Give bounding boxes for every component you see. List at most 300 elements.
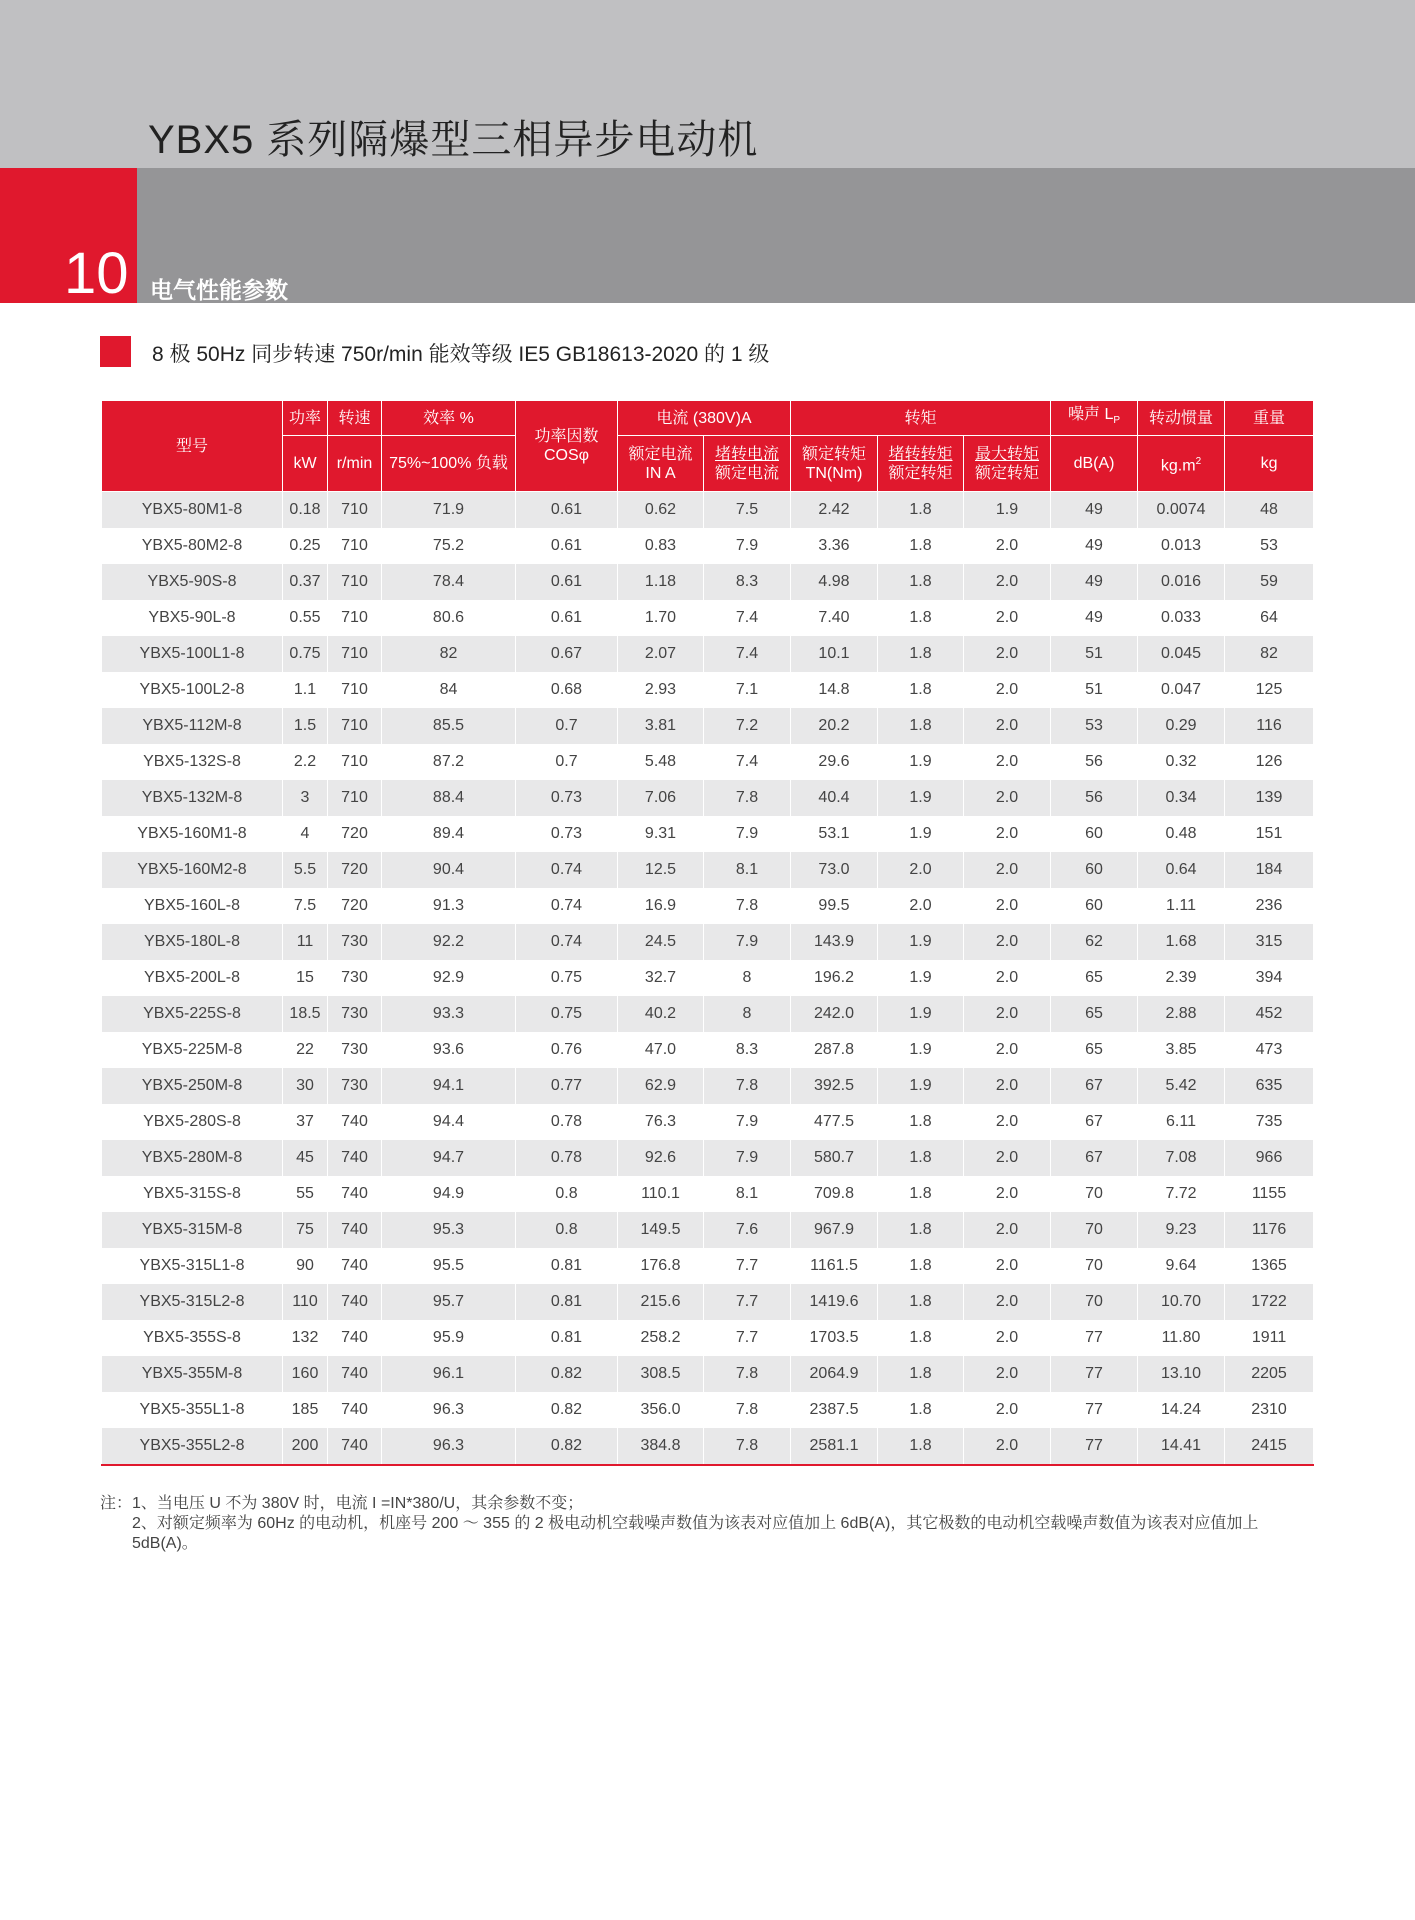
cell-inertia: 6.11	[1138, 1104, 1225, 1140]
cell-power: 0.18	[283, 492, 328, 529]
cell-power-factor: 0.78	[516, 1140, 618, 1176]
cell-weight: 82	[1225, 636, 1314, 672]
cell-locked-current-ratio: 8.1	[704, 1176, 791, 1212]
cell-max-torque-ratio: 2.0	[964, 528, 1051, 564]
cell-noise: 51	[1051, 636, 1138, 672]
cell-max-torque-ratio: 2.0	[964, 1320, 1051, 1356]
cell-weight: 1722	[1225, 1284, 1314, 1320]
cell-rated-torque: 7.40	[791, 600, 878, 636]
col-rated-torque-line1: 额定转矩	[801, 445, 866, 463]
cell-efficiency: 85.5	[382, 708, 516, 744]
col-locked-current-line1: 堵转电流	[714, 445, 779, 463]
cell-weight: 48	[1225, 492, 1314, 529]
table-row	[102, 1140, 1314, 1176]
cell-power-factor: 0.82	[516, 1392, 618, 1428]
cell-weight: 2205	[1225, 1356, 1314, 1392]
cell-max-torque-ratio: 2.0	[964, 1284, 1051, 1320]
col-rated-current	[618, 436, 704, 492]
cell-inertia: 9.64	[1138, 1248, 1225, 1284]
cell-weight: 2415	[1225, 1428, 1314, 1465]
cell-speed: 720	[328, 816, 382, 852]
cell-speed: 740	[328, 1212, 382, 1248]
cell-power-factor: 0.7	[516, 708, 618, 744]
cell-rated-current: 1.70	[618, 600, 704, 636]
cell-locked-torque-ratio: 1.8	[878, 492, 964, 529]
col-noise-unit: dB(A)	[1051, 436, 1138, 492]
cell-inertia: 7.08	[1138, 1140, 1225, 1176]
cell-weight: 126	[1225, 744, 1314, 780]
cell-inertia: 3.85	[1138, 1032, 1225, 1068]
cell-rated-current: 0.83	[618, 528, 704, 564]
col-efficiency: 效率 %	[382, 401, 516, 436]
cell-weight: 151	[1225, 816, 1314, 852]
cell-power: 90	[283, 1248, 328, 1284]
cell-weight: 1365	[1225, 1248, 1314, 1284]
cell-model: YBX5-132S-8	[102, 744, 283, 780]
cell-model: YBX5-315L2-8	[102, 1284, 283, 1320]
cell-power: 0.25	[283, 528, 328, 564]
cell-model: YBX5-315M-8	[102, 1212, 283, 1248]
cell-model: YBX5-112M-8	[102, 708, 283, 744]
table-row	[102, 1212, 1314, 1248]
cell-power: 4	[283, 816, 328, 852]
cell-inertia: 2.88	[1138, 996, 1225, 1032]
cell-efficiency: 92.2	[382, 924, 516, 960]
cell-model: YBX5-160M1-8	[102, 816, 283, 852]
cell-rated-torque: 14.8	[791, 672, 878, 708]
cell-model: YBX5-90S-8	[102, 564, 283, 600]
cell-power-factor: 0.61	[516, 564, 618, 600]
cell-rated-torque: 99.5	[791, 888, 878, 924]
cell-locked-torque-ratio: 1.9	[878, 960, 964, 996]
cell-speed: 740	[328, 1176, 382, 1212]
cell-rated-current: 308.5	[618, 1356, 704, 1392]
cell-locked-torque-ratio: 1.8	[878, 1104, 964, 1140]
cell-efficiency: 80.6	[382, 600, 516, 636]
cell-rated-torque: 477.5	[791, 1104, 878, 1140]
col-max-torque-line1: 最大转矩	[975, 445, 1040, 463]
col-power-factor-line1: 功率因数	[534, 428, 599, 445]
cell-rated-torque: 143.9	[791, 924, 878, 960]
cell-speed: 740	[328, 1392, 382, 1428]
cell-power-factor: 0.74	[516, 852, 618, 888]
table-row	[102, 1428, 1314, 1465]
cell-power: 30	[283, 1068, 328, 1104]
cell-locked-current-ratio: 7.2	[704, 708, 791, 744]
cell-noise: 67	[1051, 1068, 1138, 1104]
table-row	[102, 528, 1314, 564]
cell-locked-current-ratio: 7.1	[704, 672, 791, 708]
note-line-1	[100, 1494, 1320, 1514]
cell-efficiency: 91.3	[382, 888, 516, 924]
cell-locked-current-ratio: 7.4	[704, 744, 791, 780]
table-row	[102, 492, 1314, 529]
cell-rated-current: 76.3	[618, 1104, 704, 1140]
cell-max-torque-ratio: 2.0	[964, 1356, 1051, 1392]
cell-speed: 730	[328, 1068, 382, 1104]
cell-model: YBX5-225M-8	[102, 1032, 283, 1068]
cell-efficiency: 87.2	[382, 744, 516, 780]
cell-noise: 77	[1051, 1356, 1138, 1392]
note-item-2: 2、对额定频率为 60Hz 的电动机，机座号 200 ～ 355 的 2 极电动机空载噪声数值为该表对应值加上 6dB(A)，其它极数的电动机空载噪声数值为该表对应值加上 5dB(A)。	[132, 1515, 1259, 1552]
col-noise	[1051, 401, 1138, 436]
cell-power: 11	[283, 924, 328, 960]
cell-power-factor: 0.81	[516, 1320, 618, 1356]
cell-locked-current-ratio: 7.6	[704, 1212, 791, 1248]
cell-noise: 60	[1051, 888, 1138, 924]
cell-max-torque-ratio: 2.0	[964, 852, 1051, 888]
cell-max-torque-ratio: 2.0	[964, 564, 1051, 600]
cell-max-torque-ratio: 2.0	[964, 816, 1051, 852]
cell-locked-torque-ratio: 1.8	[878, 672, 964, 708]
cell-rated-current: 92.6	[618, 1140, 704, 1176]
cell-power: 2.2	[283, 744, 328, 780]
cell-locked-current-ratio: 7.9	[704, 816, 791, 852]
cell-weight: 635	[1225, 1068, 1314, 1104]
cell-locked-torque-ratio: 1.9	[878, 744, 964, 780]
cell-rated-torque: 392.5	[791, 1068, 878, 1104]
col-power-unit: kW	[283, 436, 328, 492]
cell-power-factor: 0.7	[516, 744, 618, 780]
cell-model: YBX5-250M-8	[102, 1068, 283, 1104]
cell-rated-current: 7.06	[618, 780, 704, 816]
cell-locked-torque-ratio: 1.8	[878, 1140, 964, 1176]
cell-inertia: 0.045	[1138, 636, 1225, 672]
cell-speed: 740	[328, 1284, 382, 1320]
cell-inertia: 13.10	[1138, 1356, 1225, 1392]
cell-locked-current-ratio: 8	[704, 960, 791, 996]
cell-inertia: 0.013	[1138, 528, 1225, 564]
cell-locked-torque-ratio: 1.8	[878, 528, 964, 564]
cell-max-torque-ratio: 1.9	[964, 492, 1051, 529]
cell-weight: 59	[1225, 564, 1314, 600]
cell-weight: 116	[1225, 708, 1314, 744]
cell-locked-current-ratio: 7.5	[704, 492, 791, 529]
cell-inertia: 0.033	[1138, 600, 1225, 636]
cell-speed: 710	[328, 780, 382, 816]
table-row	[102, 780, 1314, 816]
table-row	[102, 1032, 1314, 1068]
table-row	[102, 1356, 1314, 1392]
table-row	[102, 672, 1314, 708]
cell-rated-current: 1.18	[618, 564, 704, 600]
cell-inertia: 0.32	[1138, 744, 1225, 780]
col-power: 功率	[283, 401, 328, 436]
cell-weight: 966	[1225, 1140, 1314, 1176]
cell-max-torque-ratio: 2.0	[964, 996, 1051, 1032]
cell-rated-current: 47.0	[618, 1032, 704, 1068]
cell-weight: 2310	[1225, 1392, 1314, 1428]
table-row	[102, 996, 1314, 1032]
cell-inertia: 11.80	[1138, 1320, 1225, 1356]
cell-rated-torque: 4.98	[791, 564, 878, 600]
cell-noise: 49	[1051, 528, 1138, 564]
cell-inertia: 14.24	[1138, 1392, 1225, 1428]
cell-rated-current: 16.9	[618, 888, 704, 924]
cell-noise: 67	[1051, 1104, 1138, 1140]
cell-power: 18.5	[283, 996, 328, 1032]
cell-rated-torque: 3.36	[791, 528, 878, 564]
col-model: 型号	[102, 401, 283, 492]
cell-rated-current: 24.5	[618, 924, 704, 960]
cell-power: 55	[283, 1176, 328, 1212]
cell-power-factor: 0.74	[516, 888, 618, 924]
cell-locked-torque-ratio: 1.8	[878, 1248, 964, 1284]
table-row	[102, 960, 1314, 996]
col-inertia-unit-label: kg.m	[1160, 457, 1196, 475]
cell-power-factor: 0.75	[516, 996, 618, 1032]
cell-power: 15	[283, 960, 328, 996]
col-power-factor-line2: COSφ	[543, 447, 590, 464]
cell-max-torque-ratio: 2.0	[964, 1248, 1051, 1284]
cell-weight: 64	[1225, 600, 1314, 636]
cell-locked-current-ratio: 7.4	[704, 636, 791, 672]
cell-max-torque-ratio: 2.0	[964, 1428, 1051, 1465]
table-row	[102, 1104, 1314, 1140]
cell-locked-torque-ratio: 1.8	[878, 1356, 964, 1392]
cell-locked-current-ratio: 8.3	[704, 1032, 791, 1068]
notes	[100, 1494, 1320, 1554]
cell-rated-current: 32.7	[618, 960, 704, 996]
cell-rated-torque: 53.1	[791, 816, 878, 852]
cell-locked-current-ratio: 7.8	[704, 888, 791, 924]
cell-speed: 740	[328, 1356, 382, 1392]
cell-noise: 60	[1051, 852, 1138, 888]
col-inertia: 转动惯量	[1138, 401, 1225, 436]
cell-efficiency: 95.5	[382, 1248, 516, 1284]
section-number: 10	[64, 241, 129, 306]
cell-rated-current: 110.1	[618, 1176, 704, 1212]
cell-speed: 710	[328, 564, 382, 600]
cell-power-factor: 0.81	[516, 1248, 618, 1284]
cell-rated-current: 215.6	[618, 1284, 704, 1320]
cell-locked-torque-ratio: 1.8	[878, 600, 964, 636]
cell-locked-torque-ratio: 1.9	[878, 1032, 964, 1068]
cell-rated-torque: 242.0	[791, 996, 878, 1032]
cell-locked-current-ratio: 8.1	[704, 852, 791, 888]
cell-power: 160	[283, 1356, 328, 1392]
cell-efficiency: 75.2	[382, 528, 516, 564]
cell-locked-torque-ratio: 1.9	[878, 1068, 964, 1104]
cell-rated-torque: 1419.6	[791, 1284, 878, 1320]
cell-speed: 730	[328, 996, 382, 1032]
cell-max-torque-ratio: 2.0	[964, 780, 1051, 816]
cell-weight: 184	[1225, 852, 1314, 888]
cell-max-torque-ratio: 2.0	[964, 708, 1051, 744]
cell-locked-torque-ratio: 2.0	[878, 852, 964, 888]
cell-power: 1.5	[283, 708, 328, 744]
cell-power-factor: 0.82	[516, 1428, 618, 1465]
cell-rated-current: 384.8	[618, 1428, 704, 1465]
cell-locked-torque-ratio: 1.8	[878, 1176, 964, 1212]
cell-model: YBX5-180L-8	[102, 924, 283, 960]
cell-inertia: 2.39	[1138, 960, 1225, 996]
cell-power-factor: 0.82	[516, 1356, 618, 1392]
cell-power: 0.55	[283, 600, 328, 636]
cell-rated-current: 0.62	[618, 492, 704, 529]
cell-locked-torque-ratio: 1.9	[878, 996, 964, 1032]
cell-locked-current-ratio: 7.8	[704, 1428, 791, 1465]
section-title: 电气性能参数	[150, 277, 288, 303]
cell-weight: 394	[1225, 960, 1314, 996]
cell-weight: 53	[1225, 528, 1314, 564]
cell-rated-torque: 287.8	[791, 1032, 878, 1068]
cell-power-factor: 0.73	[516, 780, 618, 816]
col-inertia-unit	[1138, 436, 1225, 492]
table-row	[102, 816, 1314, 852]
cell-rated-current: 2.07	[618, 636, 704, 672]
cell-locked-current-ratio: 7.8	[704, 1356, 791, 1392]
cell-max-torque-ratio: 2.0	[964, 1140, 1051, 1176]
cell-noise: 65	[1051, 960, 1138, 996]
table-row	[102, 924, 1314, 960]
cell-model: YBX5-315S-8	[102, 1176, 283, 1212]
cell-model: YBX5-315L1-8	[102, 1248, 283, 1284]
cell-model: YBX5-280M-8	[102, 1140, 283, 1176]
table-row	[102, 1248, 1314, 1284]
col-locked-current-line2: 额定电流	[714, 464, 779, 482]
cell-max-torque-ratio: 2.0	[964, 888, 1051, 924]
cell-power: 110	[283, 1284, 328, 1320]
cell-max-torque-ratio: 2.0	[964, 924, 1051, 960]
cell-locked-current-ratio: 8	[704, 996, 791, 1032]
cell-noise: 70	[1051, 1284, 1138, 1320]
cell-power-factor: 0.8	[516, 1176, 618, 1212]
cell-model: YBX5-160L-8	[102, 888, 283, 924]
cell-max-torque-ratio: 2.0	[964, 1176, 1051, 1212]
cell-rated-torque: 20.2	[791, 708, 878, 744]
cell-rated-torque: 29.6	[791, 744, 878, 780]
cell-noise: 67	[1051, 1140, 1138, 1176]
cell-power-factor: 0.8	[516, 1212, 618, 1248]
col-power-factor	[516, 401, 618, 492]
cell-model: YBX5-80M2-8	[102, 528, 283, 564]
cell-efficiency: 82	[382, 636, 516, 672]
cell-power: 5.5	[283, 852, 328, 888]
cell-rated-torque: 40.4	[791, 780, 878, 816]
cell-rated-current: 9.31	[618, 816, 704, 852]
cell-rated-torque: 709.8	[791, 1176, 878, 1212]
cell-efficiency: 94.4	[382, 1104, 516, 1140]
cell-efficiency: 71.9	[382, 492, 516, 529]
cell-efficiency: 90.4	[382, 852, 516, 888]
col-rated-current-line2: IN A	[645, 464, 676, 482]
cell-efficiency: 84	[382, 672, 516, 708]
cell-efficiency: 93.3	[382, 996, 516, 1032]
cell-inertia: 0.29	[1138, 708, 1225, 744]
cell-weight: 1155	[1225, 1176, 1314, 1212]
cell-speed: 730	[328, 924, 382, 960]
cell-model: YBX5-355L2-8	[102, 1428, 283, 1465]
cell-locked-torque-ratio: 1.9	[878, 816, 964, 852]
cell-weight: 452	[1225, 996, 1314, 1032]
col-rated-torque	[791, 436, 878, 492]
notes-prefix: 注：	[100, 1495, 133, 1512]
cell-rated-torque: 580.7	[791, 1140, 878, 1176]
cell-speed: 710	[328, 492, 382, 529]
cell-model: YBX5-132M-8	[102, 780, 283, 816]
cell-max-torque-ratio: 2.0	[964, 960, 1051, 996]
cell-model: YBX5-80M1-8	[102, 492, 283, 529]
col-noise-sub: P	[1113, 415, 1121, 427]
cell-efficiency: 93.6	[382, 1032, 516, 1068]
cell-inertia: 1.11	[1138, 888, 1225, 924]
cell-speed: 710	[328, 672, 382, 708]
cell-noise: 70	[1051, 1176, 1138, 1212]
cell-model: YBX5-280S-8	[102, 1104, 283, 1140]
cell-model: YBX5-355M-8	[102, 1356, 283, 1392]
cell-power-factor: 0.77	[516, 1068, 618, 1104]
cell-max-torque-ratio: 2.0	[964, 1104, 1051, 1140]
table-row	[102, 744, 1314, 780]
cell-efficiency: 92.9	[382, 960, 516, 996]
cell-locked-current-ratio: 7.8	[704, 780, 791, 816]
col-max-torque	[964, 436, 1051, 492]
col-locked-torque-line1: 堵转转矩	[888, 445, 953, 463]
cell-rated-torque: 2064.9	[791, 1356, 878, 1392]
cell-noise: 65	[1051, 1032, 1138, 1068]
cell-power-factor: 0.81	[516, 1284, 618, 1320]
cell-locked-current-ratio: 7.7	[704, 1320, 791, 1356]
cell-model: YBX5-90L-8	[102, 600, 283, 636]
cell-locked-torque-ratio: 1.8	[878, 1428, 964, 1465]
cell-locked-current-ratio: 7.8	[704, 1392, 791, 1428]
cell-speed: 710	[328, 744, 382, 780]
cell-power: 1.1	[283, 672, 328, 708]
cell-speed: 740	[328, 1140, 382, 1176]
cell-rated-torque: 1161.5	[791, 1248, 878, 1284]
cell-power-factor: 0.67	[516, 636, 618, 672]
cell-max-torque-ratio: 2.0	[964, 1032, 1051, 1068]
cell-power: 37	[283, 1104, 328, 1140]
cell-inertia: 1.68	[1138, 924, 1225, 960]
cell-weight: 1911	[1225, 1320, 1314, 1356]
cell-power: 200	[283, 1428, 328, 1465]
cell-inertia: 5.42	[1138, 1068, 1225, 1104]
col-torque-group: 转矩	[791, 401, 1051, 436]
note-item-1: 1、当电压 U 不为 380V 时，电流 I =IN*380/U，其余参数不变；	[132, 1495, 584, 1512]
col-efficiency-sub: 75%~100% 负载	[382, 436, 516, 492]
cell-locked-current-ratio: 7.9	[704, 528, 791, 564]
cell-efficiency: 88.4	[382, 780, 516, 816]
col-inertia-unit-sup: 2	[1195, 455, 1202, 467]
cell-power: 45	[283, 1140, 328, 1176]
cell-rated-current: 5.48	[618, 744, 704, 780]
cell-efficiency: 95.9	[382, 1320, 516, 1356]
cell-model: YBX5-225S-8	[102, 996, 283, 1032]
cell-power: 22	[283, 1032, 328, 1068]
cell-inertia: 0.0074	[1138, 492, 1225, 529]
cell-power-factor: 0.61	[516, 492, 618, 529]
cell-locked-current-ratio: 7.9	[704, 1140, 791, 1176]
table-row	[102, 600, 1314, 636]
cell-noise: 49	[1051, 600, 1138, 636]
cell-locked-torque-ratio: 1.9	[878, 924, 964, 960]
table-row	[102, 708, 1314, 744]
cell-locked-torque-ratio: 1.8	[878, 636, 964, 672]
cell-rated-torque: 1703.5	[791, 1320, 878, 1356]
cell-speed: 730	[328, 960, 382, 996]
cell-weight: 735	[1225, 1104, 1314, 1140]
cell-speed: 710	[328, 600, 382, 636]
table-row	[102, 888, 1314, 924]
cell-rated-current: 356.0	[618, 1392, 704, 1428]
col-rated-current-line1: 额定电流	[628, 445, 693, 463]
cell-noise: 49	[1051, 564, 1138, 600]
cell-inertia: 14.41	[1138, 1428, 1225, 1465]
cell-noise: 56	[1051, 780, 1138, 816]
cell-power: 185	[283, 1392, 328, 1428]
